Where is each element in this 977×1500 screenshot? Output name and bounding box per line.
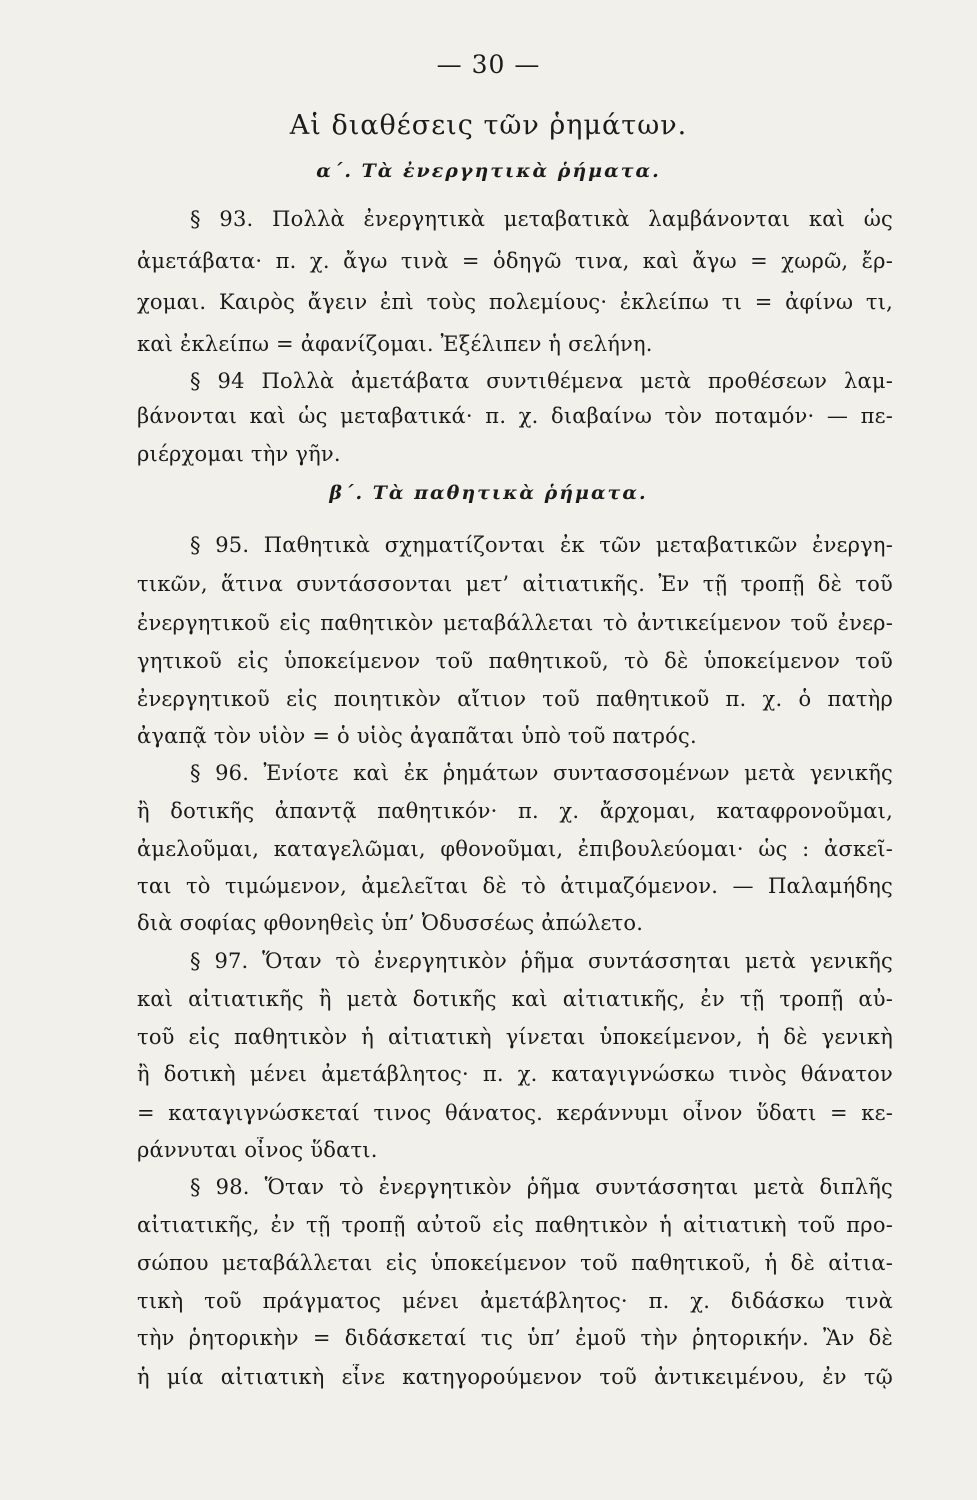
text-line: § 95. Παθητικὰ σχηματίζονται ἐκ τῶν μεταβατικῶν ἐνεργη-: [190, 533, 893, 557]
page-number: — 30 —: [436, 50, 541, 79]
text-line: ται τὸ τιμώμενον, ἀμελεῖται δὲ τὸ ἀτιμαζόμενον. — Παλαμήδης: [137, 874, 893, 898]
chapter-title: Αἱ διαθέσεις τῶν ῥημάτων.: [289, 110, 688, 141]
text-line: § 98. Ὅταν τὸ ἐνεργητικὸν ῥῆμα συντάσσηται μετὰ διπλῆς: [190, 1175, 893, 1199]
text-line: § 94 Πολλὰ ἀμετάβατα συντιθέμενα μετὰ προθέσεων λαμ-: [190, 369, 893, 393]
text-line: βάνονται καὶ ὡς μεταβατικά· π. χ. διαβαίνω τὸν ποταμόν· — πε-: [137, 404, 893, 428]
text-line: ἀμελοῦμαι, καταγελῶμαι, φθονοῦμαι, ἐπιβουλεύομαι· ὡς : ἀσκεῖ-: [137, 837, 893, 861]
text-line: ἐνεργητικοῦ εἰς ποιητικὸν αἴτιον τοῦ παθητικοῦ π. χ. ὁ πατὴρ: [137, 687, 893, 711]
text-line: διὰ σοφίας φθονηθεὶς ὑπ’ Ὀδυσσέως ἀπώλετο.: [137, 911, 644, 935]
text-line: = καταγιγνώσκεταί τινος θάνατος. κεράννυμι οἶνον ὕδατι = κε-: [137, 1101, 893, 1125]
text-line: ἀγαπᾷ τὸν υἱὸν = ὁ υἱὸς ἀγαπᾶται ὑπὸ τοῦ πατρός.: [137, 724, 697, 748]
text-line: τικὴ τοῦ πράγματος μένει ἀμετάβλητος· π. χ. διδάσκω τινὰ: [137, 1289, 893, 1313]
text-line: γητικοῦ εἰς ὑποκείμενον τοῦ παθητικοῦ, τὸ δὲ ὑποκείμενον τοῦ: [137, 649, 893, 673]
text-line: § 96. Ἐνίοτε καὶ ἐκ ῥημάτων συντασσομένων μετὰ γενικῆς: [190, 761, 893, 785]
subheading-passive-verbs: β΄. Τὰ παθητικὰ ῥήματα.: [329, 482, 648, 504]
text-line: σώπου μεταβάλλεται εἰς ὑποκείμενον τοῦ παθητικοῦ, ἡ δὲ αἰτια-: [137, 1251, 893, 1275]
text-line: καὶ ἐκλείπω = ἀφανίζομαι. Ἐξέλιπεν ἡ σελήνη.: [137, 332, 653, 356]
text-line: ἢ δοτικὴ μένει ἀμετάβλητος· π. χ. καταγιγνώσκω τινὸς θάνατον: [137, 1062, 893, 1086]
text-line: ἡ μία αἰτιατικὴ εἶνε κατηγορούμενον τοῦ ἀντικειμένου, ἐν τῷ: [137, 1365, 893, 1389]
subheading-active-verbs: α΄. Τὰ ἐνεργητικὰ ῥήματα.: [316, 160, 661, 182]
text-line: αἰτιατικῆς, ἐν τῇ τροπῇ αὐτοῦ εἰς παθητικὸν ἡ αἰτιατικὴ τοῦ προ-: [137, 1213, 893, 1237]
text-line: ριέρχομαι τὴν γῆν.: [137, 442, 341, 466]
text-line: ἐνεργητικοῦ εἰς παθητικὸν μεταβάλλεται τὸ ἀντικείμενον τοῦ ἐνερ-: [137, 611, 893, 635]
text-line: καὶ αἰτιατικῆς ἢ μετὰ δοτικῆς καὶ αἰτιατικῆς, ἐν τῇ τροπῇ αὐ-: [137, 987, 893, 1011]
text-line: ἢ δοτικῆς ἀπαντᾷ παθητικόν· π. χ. ἄρχομαι, καταφρονοῦμαι,: [137, 799, 893, 823]
text-line: χομαι. Καιρὸς ἄγειν ἐπὶ τοὺς πολεμίους· ἐκλείπω τι = ἀφίνω τι,: [137, 290, 893, 314]
text-line: τὴν ῥητορικὴν = διδάσκεταί τις ὑπ’ ἐμοῦ τὴν ῥητορικήν. Ἂν δὲ: [137, 1326, 893, 1350]
text-line: ἀμετάβατα· π. χ. ἄγω τινὰ = ὁδηγῶ τινα, καὶ ἄγω = χωρῶ, ἔρ-: [137, 249, 893, 273]
text-line: § 97. Ὅταν τὸ ἐνεργητικὸν ῥῆμα συντάσσηται μετὰ γενικῆς: [190, 949, 893, 973]
text-line: ράννυται οἶνος ὕδατι.: [137, 1138, 378, 1162]
text-line: τικῶν, ἅτινα συντάσσονται μετ’ αἰτιατικῆς. Ἐν τῇ τροπῇ δὲ τοῦ: [137, 572, 893, 596]
text-line: § 93. Πολλὰ ἐνεργητικὰ μεταβατικὰ λαμβάνονται καὶ ὡς: [190, 207, 893, 231]
text-line: τοῦ εἰς παθητικὸν ἡ αἰτιατικὴ γίνεται ὑποκείμενον, ἡ δὲ γενικὴ: [137, 1025, 893, 1049]
